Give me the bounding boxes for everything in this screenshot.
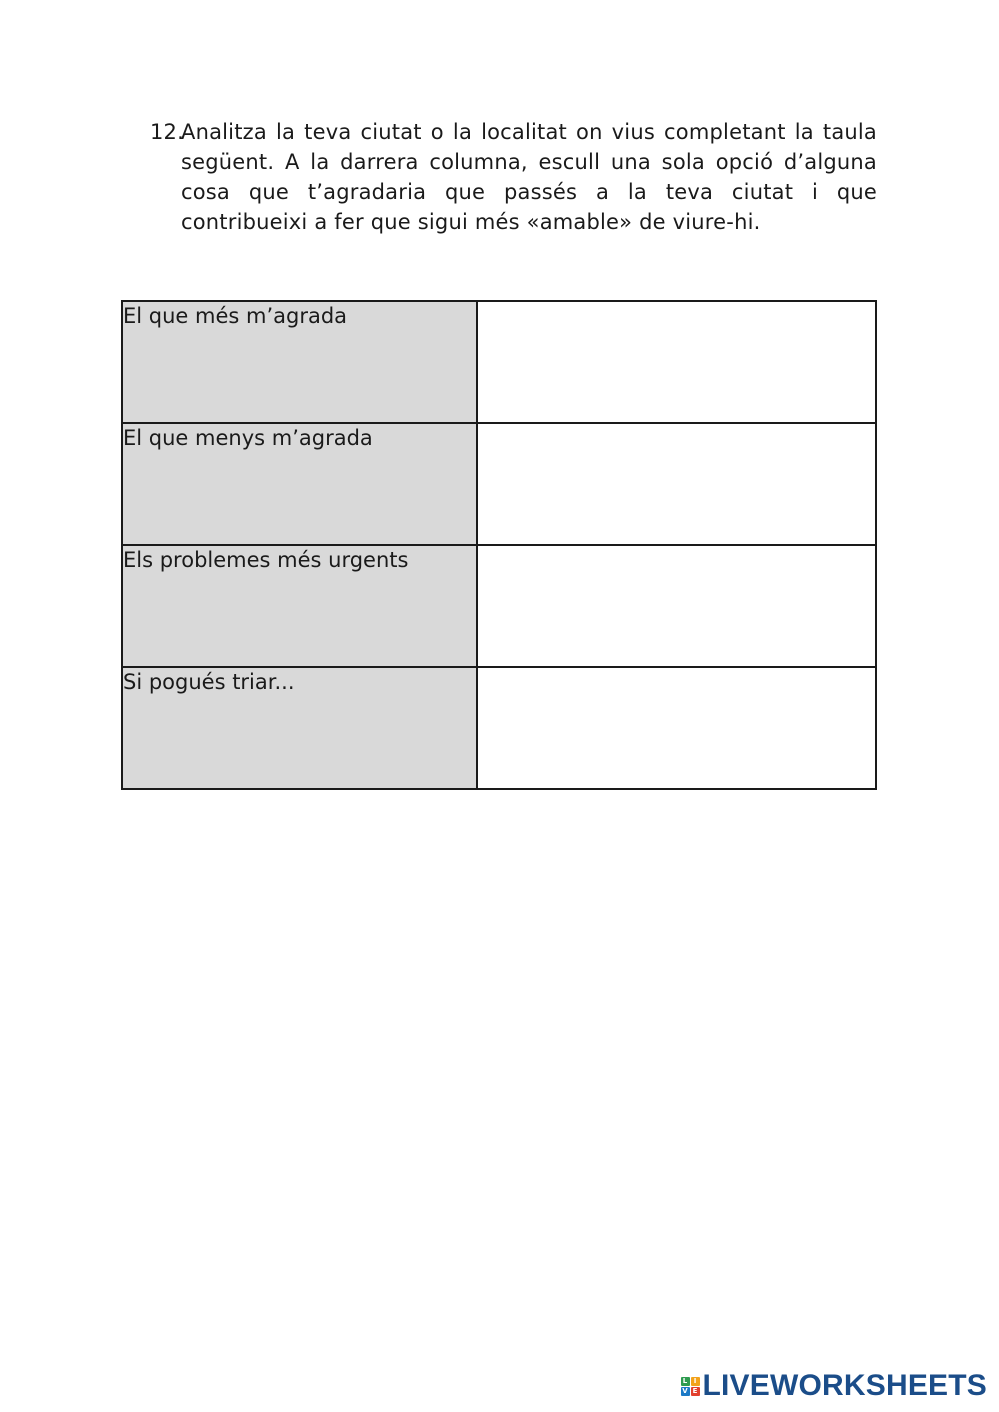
answer-cell[interactable] <box>477 423 876 545</box>
row-label: Si pogués triar... <box>122 667 477 789</box>
liveworksheets-logo <box>681 1366 988 1406</box>
logo-mark-tile: I <box>691 1377 700 1386</box>
row-label: Els problemes més urgents <box>122 545 477 667</box>
answer-cell[interactable] <box>477 545 876 667</box>
row-label: El que més m’agrada <box>122 301 477 423</box>
table-row <box>122 423 876 545</box>
logo-mark-tile: L <box>681 1377 690 1386</box>
logo-mark-tile: V <box>682 1386 688 1395</box>
table-row <box>122 301 876 423</box>
exercise-question <box>150 117 877 237</box>
table-row <box>122 545 876 667</box>
question-text: Analitza la teva ciutat o la localitat on vius completant la taula següent. A la darrera columna, escull una sola opció d’alguna cosa que t’agradaria que passés a la teva ciutat i que contribueixi a fer que sigui més «amable» de viure-hi. <box>181 120 877 234</box>
logo-text: LIVEWORKSHEETS <box>702 1369 987 1402</box>
analysis-table <box>121 300 877 790</box>
answer-cell[interactable] <box>477 667 876 789</box>
table-row <box>122 667 876 789</box>
answer-cell[interactable] <box>477 301 876 423</box>
row-label: El que menys m’agrada <box>122 423 477 545</box>
question-number: 12. <box>150 120 184 144</box>
logo-mark-tile: E <box>691 1387 700 1396</box>
logo-mark-icon <box>681 1377 700 1396</box>
